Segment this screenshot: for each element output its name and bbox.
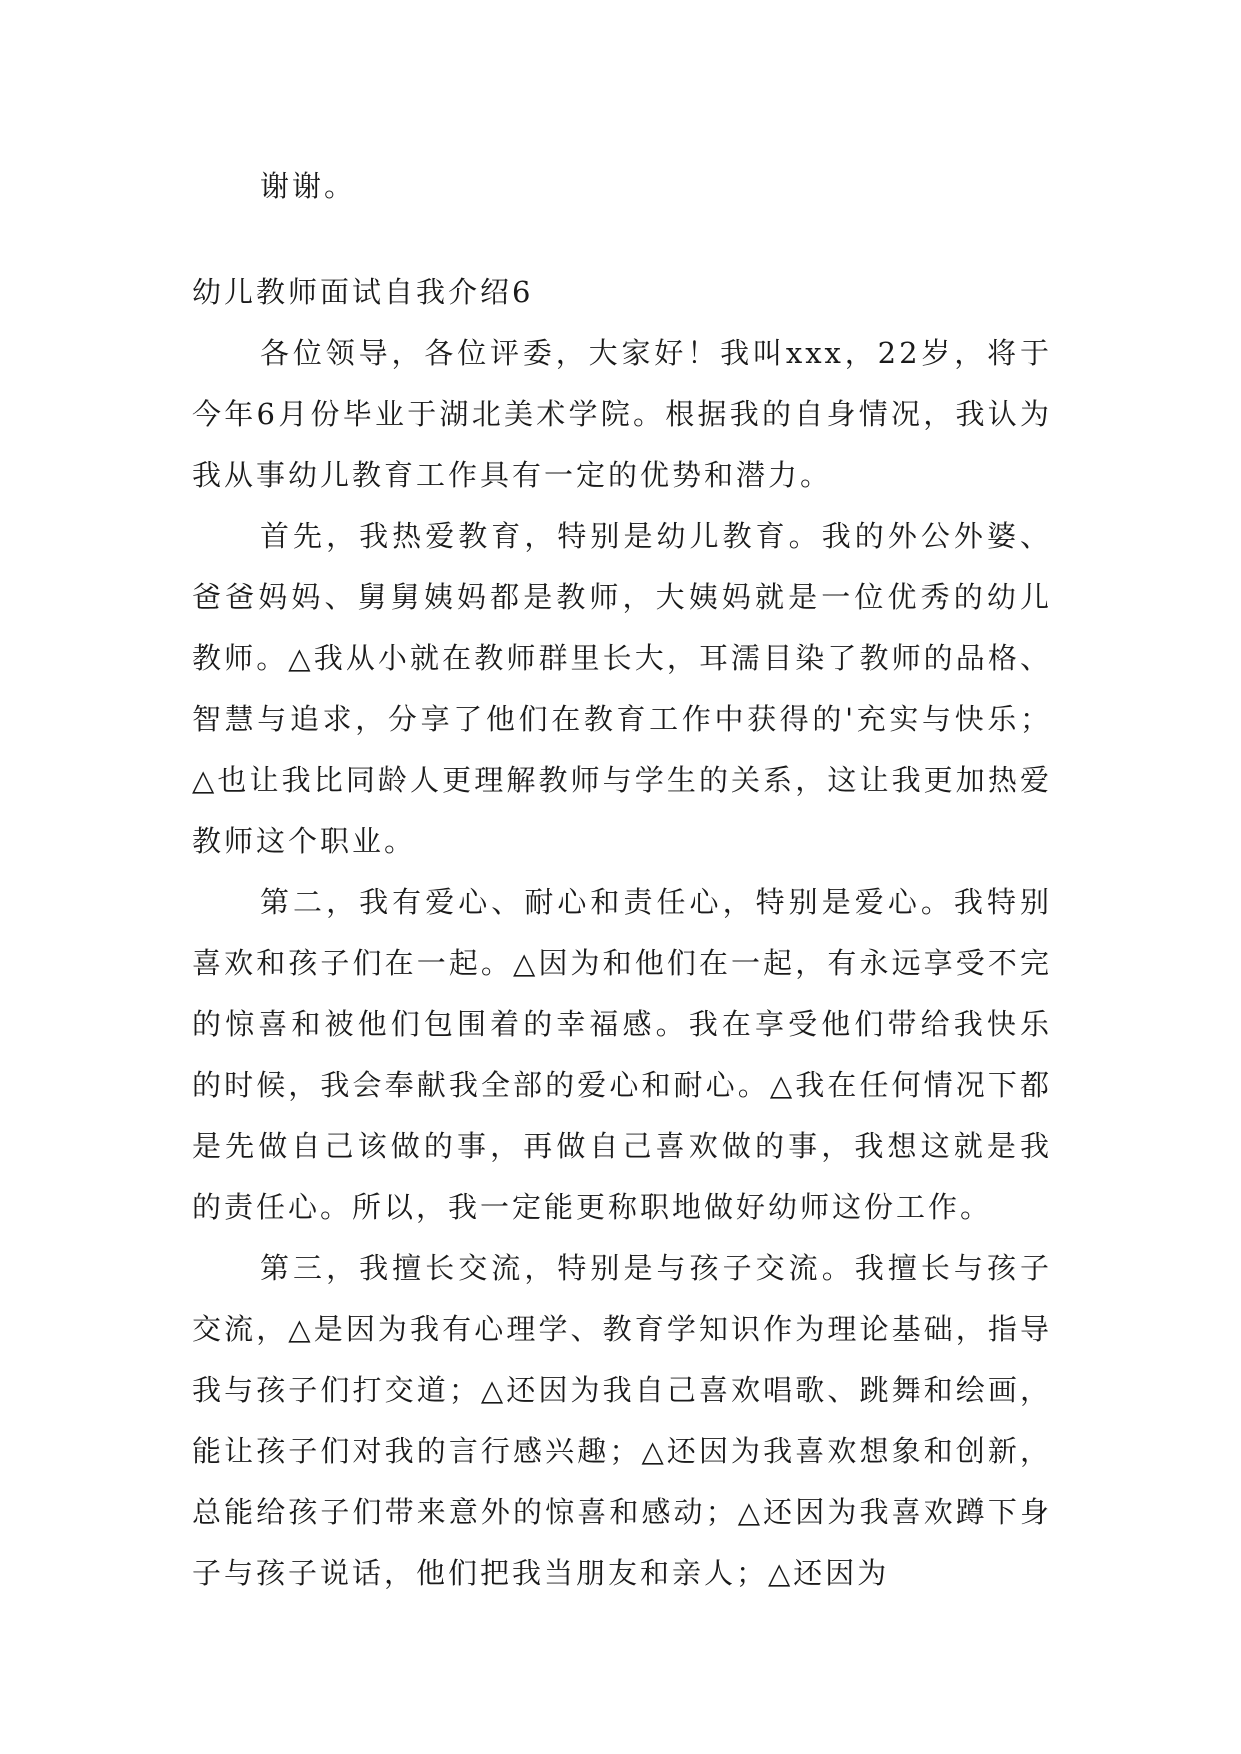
paragraph-introduction: 各位领导，各位评委，大家好！我叫xxx，22岁，将于今年6月份毕业于湖北美术学院。根据我的自身情况，我认为我从事幼儿教育工作具有一定的优势和潜力。 <box>192 336 1052 492</box>
closing-line: 谢谢。 <box>260 169 357 203</box>
paragraph-third-point: 第三，我擅长交流，特别是与孩子交流。我擅长与孩子交流，△是因为我有心理学、教育学知识作为理论基础，指导我与孩子们打交道；△还因为我自己喜欢唱歌、跳舞和绘画，能让孩子们对我的言行感兴趣；△还因为我喜欢想象和创新，总能给孩子们带来意外的惊喜和感动；△还因为我喜欢蹲下身子与孩子说话，他们把我当朋友和亲人；△还因为 <box>192 1251 1052 1590</box>
section-body <box>192 323 1052 1604</box>
paragraph-second-point: 第二，我有爱心、耐心和责任心，特别是爱心。我特别喜欢和孩子们在一起。△因为和他们在一起，有永远享受不完的惊喜和被他们包围着的幸福感。我在享受他们带给我快乐的时候，我会奉献我全部的爱心和耐心。△我在任何情况下都是先做自己该做的事，再做自己喜欢做的事，我想这就是我的责任心。所以，我一定能更称职地做好幼师这份工作。 <box>192 885 1052 1224</box>
section-heading: 幼儿教师面试自我介绍6 <box>192 275 534 309</box>
paragraph-first-point: 首先，我热爱教育，特别是幼儿教育。我的外公外婆、爸爸妈妈、舅舅姨妈都是教师，大姨妈就是一位优秀的幼儿教师。△我从小就在教师群里长大，耳濡目染了教师的品格、智慧与追求，分享了他们在教育工作中获得的'充实与快乐；△也让我比同龄人更理解教师与学生的关系，这让我更加热爱教师这个职业。 <box>192 519 1052 858</box>
